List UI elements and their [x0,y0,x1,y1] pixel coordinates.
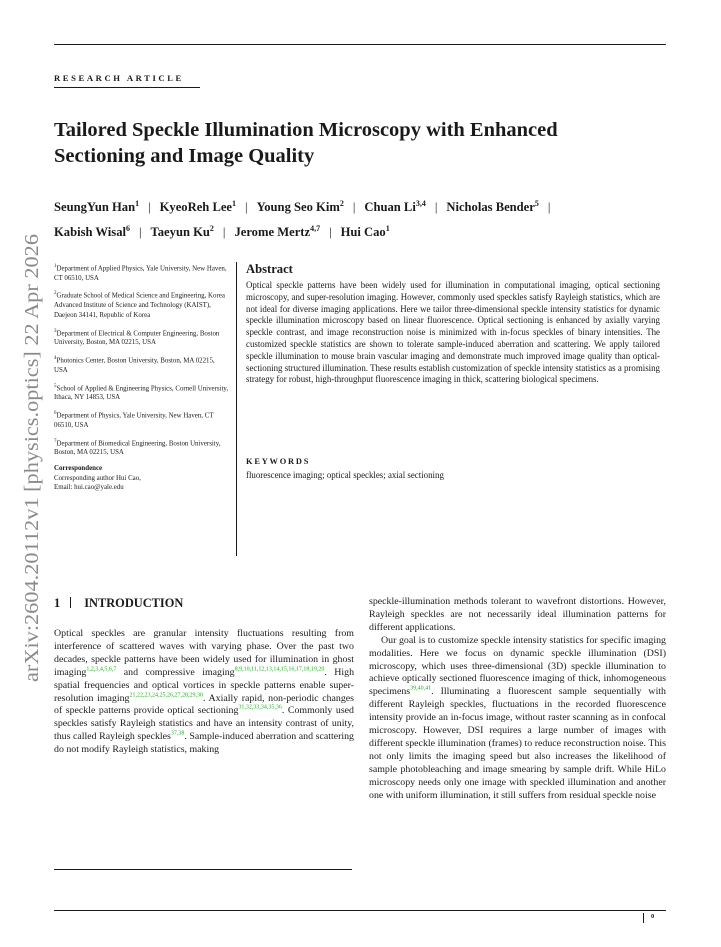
author-affiliation-mark: 4,7 [310,224,321,234]
author-separator: | [547,200,551,215]
left-column [54,628,354,757]
author-affiliation-mark: 1 [385,224,390,234]
intro-text-segment: Optical speckles are granular intensity fluctuations resulting from interference of scattered waves with varying phase. Over the past two decades, speckle patterns have been widely used for illumination in ghost imaging [54,628,354,678]
author-affiliation-mark: 3,4 [415,199,426,208]
author-name: Young Seo Kim$^2$ [256,199,344,215]
arxiv-id-text: arXiv:2604.20112v1 [physics.optics] 22 Apr 2026 [22,290,43,682]
paper-title [54,117,654,169]
citation-ref[interactable]: 21,22,23,24,25,26,27,28,29,30 [129,692,203,699]
intro-paragraph-2 [369,635,666,803]
section-divider [70,597,71,608]
article-type-underline [54,87,200,88]
author-name: Kabish Wisal$^6$ [54,224,130,240]
author-name: Hui Cao$^1$ [340,224,390,240]
section-heading [54,596,183,611]
author-affiliation-mark: 1 [232,199,237,208]
affiliation-item: $^3$Department of Electrical & Computer Engineering, Boston University, Boston, MA 02215, USA [54,328,220,347]
author-separator: | [329,225,332,240]
citation-ref[interactable]: 31,32,33,34,35,36 [238,705,282,712]
affiliation-number: 3 [54,328,57,334]
footnote-rule [54,869,352,870]
correspondence-email: Email: hui.cao@yale.edu [54,484,124,492]
intro-paragraph-2-text-b: . Illuminating a fluorescent sample sequentially with different Rayleigh speckles, fluctuations in the recorded fluorescence intensity provide an in-focus image, without raster scanning as in confocal microscopy. However, DSI requires a large number of images with different speckle illumination (frames) to reduce reconstruction noise. This not only limits the imaging speed but also increases the likelihood of sample photobleaching and image smearing by sample drift. While HiLo microscopy needs only one image with speckled illumination and another one with uniform illumination, it still suffers from residual speckle noise [369,686,666,801]
page-number: 0 [651,913,655,920]
author-affiliation-mark: 1 [135,199,140,208]
intro-text-segment: . Axially rapid, non-periodic changes of speckle patterns provide optical sectioning [54,692,355,717]
affiliation-list [54,262,230,458]
abstract [246,262,660,386]
author-affiliation-mark: 6 [125,224,130,234]
affiliation-item: $^1$Department of Applied Physics, Yale University, New Haven, CT 06510, USA [54,264,227,282]
author-name: Chuan Li$^{3,4}$ [364,199,426,215]
author-separator: | [245,200,248,215]
affiliations [54,262,230,493]
author-separator: | [434,200,438,215]
title-line-1: Tailored Speckle Illumination Microscopy with Enhanced [54,119,558,141]
author-separator: | [138,225,142,240]
abstract-heading: Abstract [246,262,293,276]
citation-ref[interactable]: 8,9,10,11,12,13,14,15,16,17,18,19,20 [234,666,325,673]
correspondence-line: Corresponding author Hui Cao, [54,474,141,482]
author-separator: | [148,200,151,215]
section-number: 1 [54,596,61,610]
author-name: Nicholas Bender$^5$ [446,199,539,215]
intro-paragraph-1 [54,628,354,757]
author-separator: | [222,225,226,240]
affiliation-number: 1 [54,264,57,269]
correspondence-heading: Correspondence [54,464,103,472]
section-title: INTRODUCTION [84,596,184,610]
citation-ref[interactable]: 37,38 [170,730,185,737]
author-name: KyeoReh Lee$^1$ [159,199,237,215]
affiliation-number: 7 [54,438,57,444]
right-column [369,596,666,803]
top-rule [54,44,666,45]
affiliation-number: 2 [54,291,57,297]
author-list [54,193,674,243]
article-type: RESEARCH ARTICLE [54,73,184,83]
affiliation-number: 6 [54,411,57,417]
citation-ref[interactable]: 1,2,3,4,5,6,7 [86,666,117,673]
affiliation-item: $^6$Department of Physics, Yale University, New Haven, CT 06510, USA [54,411,214,429]
abstract-divider [236,262,237,556]
author-affiliation-mark: 2 [339,199,344,208]
bottom-rule [54,910,666,911]
title-line-2: Sectioning and Image Quality [54,145,315,167]
intro-text-segment: and compressive imaging [116,666,235,678]
intro-paragraph-2-text-a: Our goal is to customize speckle intensity statistics for specific imaging modalities. Here we focus on dynamic speckle illumination (DSI) microscopy, which uses three-dimensional (3D) speckle illumination to achieve optically sectioned fluorescence imaging of thick, inhomogeneous specimens [369,634,666,698]
affiliation-number: 5 [54,383,57,389]
affiliation-number: 4 [54,356,57,362]
author-affiliation-mark: 2 [209,224,214,234]
affiliation-item: $^2$Graduate School of Medical Science and Engineering, Korea Advanced Institute of Science and Technology (KAIST), Daejeon 34141, Republic of Korea [54,291,225,319]
affiliation-item: $^7$Department of Biomedical Engineering, Boston University, Boston, MA 02215, USA [54,438,221,457]
author-name: Taeyun Ku$^2$ [150,224,214,240]
author-name: SeungYun Han$^1$ [54,199,140,215]
abstract-text: Optical speckle patterns have been widely used for illumination in computational imaging, optical sectioning microscopy, and super-resolution imaging. However, commonly used speckles satisfy Rayleigh statistics, which are not ideal for diverse imaging applications. Here we tailor three-dimensional speckle intensity statistics for dynamic speckle illumination microscopy based on linear fluorescence. Optical sectioning is enhanced by axially varying speckle contrast, and image reconstruction noise is minimized with in-focus speckles of binary intensities. The customized speckle statistics are shown to tolerate sample-induced aberration and scattering. We apply tailored speckle illumination to mouse brain vascular imaging and demonstrate much improved image quality than optical-sectioning structured illumination. These results establish customization of speckle intensity statistics as a promising strategy for robust, high-throughput fluorescence imaging in thick, scattering biological specimens. [246,280,660,385]
author-affiliation-mark: 5 [534,199,539,208]
page-number-divider [643,913,644,923]
intro-paragraph-1-continued: speckle-illumination methods tolerant to wavefront distortions. However, Rayleigh speckles are not necessarily ideal illumination patterns for different applications. [369,596,666,633]
affiliation-item: $^5$School of Applied & Engineering Physics, Cornell University, Ithaca, NY 14853, USA [54,383,229,402]
intro-text-segment: . Commonly used speckles satisfy Rayleigh statistics and have an intensity contrast of unity, thus called Rayleigh speckles [54,705,354,743]
intro-text-segment: . High spatial frequencies and optical vortices in speckle patterns enable super-resolution imaging [54,666,355,704]
keywords-heading: KEYWORDS [246,457,311,466]
author-separator: | [352,200,356,215]
keywords-text: fluorescence imaging; optical speckles; axial sectioning [246,470,444,480]
arxiv-watermark [2,228,54,688]
intro-text-segment: . Sample-induced aberration and scattering do not modify Rayleigh statistics, making [54,731,354,756]
author-name: Jerome Mertz$^{4,7}$ [234,224,321,240]
affiliation-item: $^4$Photonics Center, Boston University, Boston, MA 02215, USA [54,356,215,374]
citation-ref[interactable]: 39,40,41 [410,686,432,693]
